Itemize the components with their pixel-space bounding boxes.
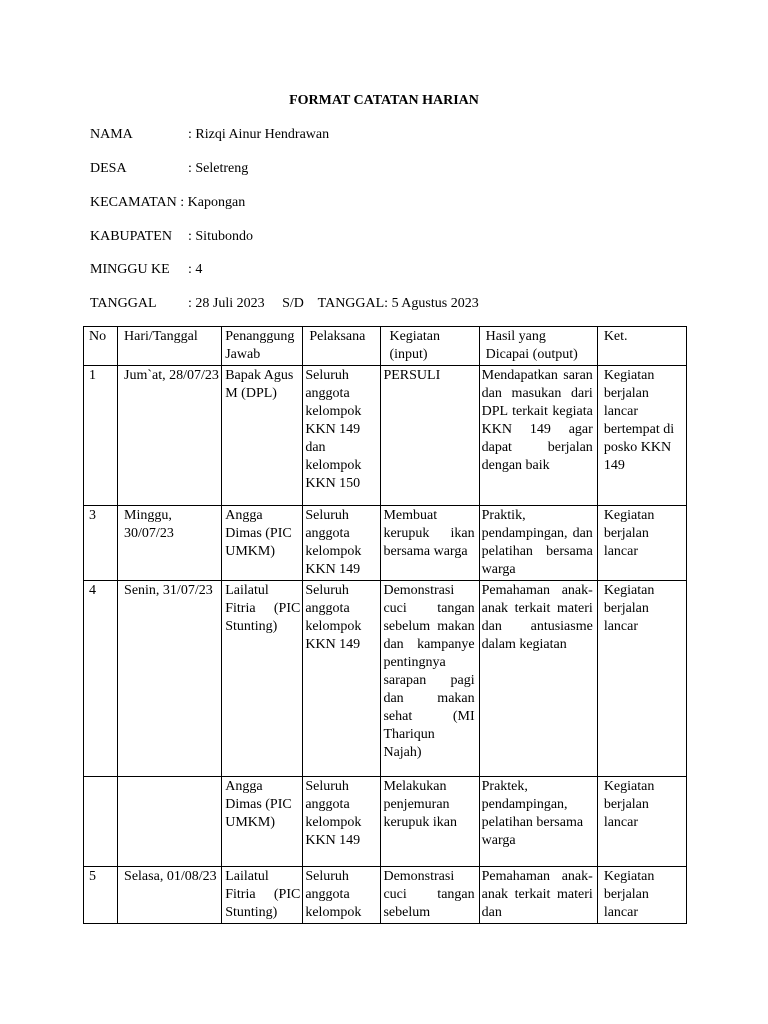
field-nama-value: : Rizqi Ainur Hendrawan xyxy=(188,127,330,142)
cell-kegiatan: Demonstrasi cuci tangan sebelum xyxy=(381,867,479,924)
field-kecamatan-label: KECAMATAN xyxy=(90,195,177,210)
table-row xyxy=(84,867,687,924)
cell-hasil: Pemahaman anak-anak terkait materi dan antusiasme dalam kegiatan xyxy=(479,581,597,777)
field-desa xyxy=(90,161,248,177)
cell-no: 4 xyxy=(84,581,118,777)
cell-pelaksana: Seluruh anggota kelompok KKN 149 xyxy=(303,777,381,867)
daily-log-table xyxy=(83,326,687,924)
cell-pelaksana: Seluruh anggota kelompok KKN 149 xyxy=(303,581,381,777)
cell-hari-tanggal: Senin, 31/07/23 xyxy=(118,581,222,777)
cell-hasil: Mendapatkan saran dan masukan dari DPL terkait kegiata KKN 149 agar dapat berjalan dengan baik xyxy=(479,366,597,506)
table-header-row xyxy=(84,327,687,366)
cell-pelaksana: Seluruh anggota kelompok KKN 149 dan kelompok KKN 150 xyxy=(303,366,381,506)
cell-ket: Kegiatan berjalan lancar xyxy=(597,506,686,581)
field-kabupaten-value: : Situbondo xyxy=(188,229,253,244)
cell-hari-tanggal: Minggu, 30/07/23 xyxy=(118,506,222,581)
table-row xyxy=(84,581,687,777)
cell-pelaksana: Seluruh anggota kelompok xyxy=(303,867,381,924)
cell-penanggung-jawab: Angga Dimas (PIC UMKM) xyxy=(222,777,303,867)
cell-no xyxy=(84,777,118,867)
cell-ket: Kegiatan berjalan lancar xyxy=(597,777,686,867)
cell-hari-tanggal xyxy=(118,777,222,867)
cell-hasil: Praktik, pendampingan, dan pelatihan bersama warga xyxy=(479,506,597,581)
field-kecamatan xyxy=(90,195,245,211)
cell-ket: Kegiatan berjalan lancar bertempat di posko KKN 149 xyxy=(597,366,686,506)
table-row xyxy=(84,506,687,581)
cell-no: 1 xyxy=(84,366,118,506)
cell-penanggung-jawab: Lailatul Fitria (PIC Stunting) xyxy=(222,581,303,777)
field-minggu-label: MINGGU KE xyxy=(90,262,170,277)
cell-ket: Kegiatan berjalan lancar xyxy=(597,581,686,777)
cell-kegiatan: PERSULI xyxy=(381,366,479,506)
header-pelaksana: Pelaksana xyxy=(303,327,381,366)
table-row xyxy=(84,777,687,867)
header-kegiatan: Kegiatan (input) xyxy=(381,327,479,366)
cell-no: 3 xyxy=(84,506,118,581)
cell-hasil: Pemahaman anak-anak terkait materi dan xyxy=(479,867,597,924)
field-kecamatan-value: : Kapongan xyxy=(180,195,246,210)
cell-ket: Kegiatan berjalan lancar xyxy=(597,867,686,924)
cell-kegiatan: Demonstrasi cuci tangan sebelum makan dan kampanye pentingnya sarapan pagi dan makan sehat (MI Thariqun Najah) xyxy=(381,581,479,777)
cell-hasil: Praktek, pendampingan, pelatihan bersama warga xyxy=(479,777,597,867)
cell-penanggung-jawab: Angga Dimas (PIC UMKM) xyxy=(222,506,303,581)
table-row xyxy=(84,366,687,506)
field-tanggal-label: TANGGAL xyxy=(90,296,157,311)
document-title: FORMAT CATATAN HARIAN xyxy=(289,93,479,108)
field-desa-label: DESA xyxy=(90,161,127,176)
cell-kegiatan: Melakukan penjemuran kerupuk ikan xyxy=(381,777,479,867)
cell-hari-tanggal: Jum`at, 28/07/23 xyxy=(118,366,222,506)
header-hasil: Hasil yang Dicapai (output) xyxy=(479,327,597,366)
field-tanggal-value: : 28 Juli 2023 S/D TANGGAL: 5 Agustus 2023 xyxy=(188,296,479,311)
cell-penanggung-jawab: Bapak Agus M (DPL) xyxy=(222,366,303,506)
field-kabupaten-label: KABUPATEN xyxy=(90,229,172,244)
cell-pelaksana: Seluruh anggota kelompok KKN 149 xyxy=(303,506,381,581)
field-nama xyxy=(90,127,329,143)
field-nama-label: NAMA xyxy=(90,127,133,142)
field-minggu xyxy=(90,262,202,278)
header-ket: Ket. xyxy=(597,327,686,366)
header-no: No xyxy=(84,327,118,366)
field-desa-value: : Seletreng xyxy=(188,161,249,176)
cell-penanggung-jawab: Lailatul Fitria (PIC Stunting) xyxy=(222,867,303,924)
cell-kegiatan: Membuat kerupuk ikan bersama warga xyxy=(381,506,479,581)
header-penanggung-jawab: Penanggung Jawab xyxy=(222,327,303,366)
field-tanggal xyxy=(90,296,479,312)
field-minggu-value: : 4 xyxy=(188,262,203,277)
header-hari-tanggal: Hari/Tanggal xyxy=(118,327,222,366)
field-kabupaten xyxy=(90,229,253,245)
cell-no: 5 xyxy=(84,867,118,924)
cell-hari-tanggal: Selasa, 01/08/23 xyxy=(118,867,222,924)
